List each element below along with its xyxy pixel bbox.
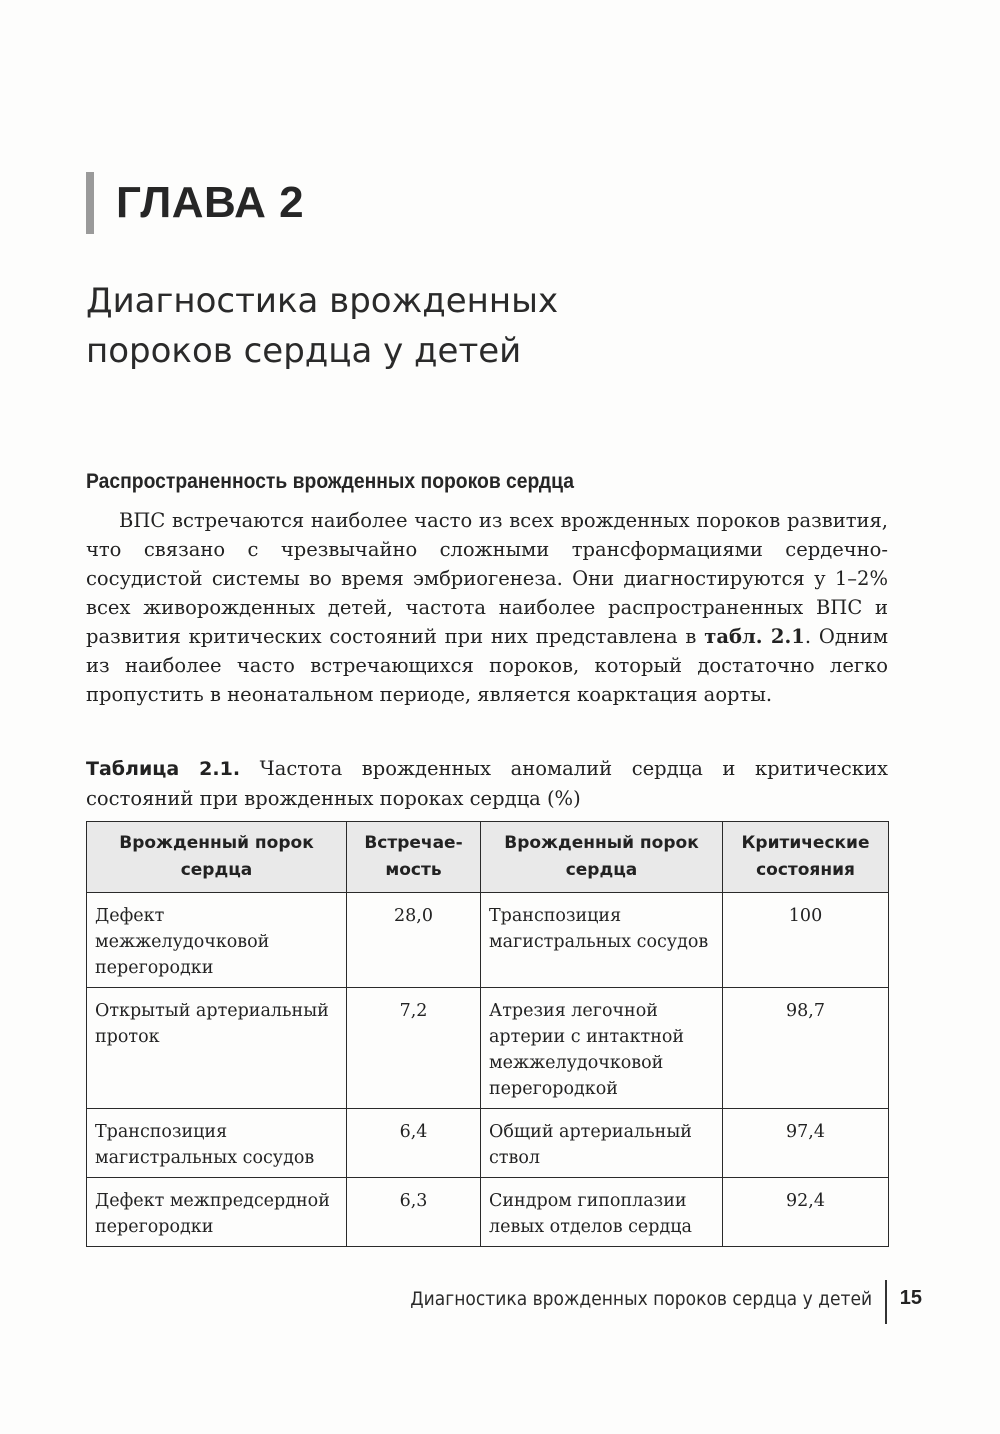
column-header: Критические состояния: [723, 822, 889, 893]
table-cell: Открытый артериальный проток: [87, 988, 347, 1109]
table-cell: Синдром гипоплазии левых отделов сердца: [481, 1178, 723, 1247]
table-cell: 97,4: [723, 1109, 889, 1178]
column-header: Врожденный порок сердца: [87, 822, 347, 893]
table-caption: [86, 754, 888, 813]
table-cell: Транспозиция магистральных сосудов: [481, 893, 723, 988]
table-caption-label: Таблица 2.1.: [86, 758, 241, 780]
table-cell: 6,4: [347, 1109, 481, 1178]
table-cell: Атрезия легочной артерии с интактной межжелудочковой перегородкой: [481, 988, 723, 1109]
table-cell: 6,3: [347, 1178, 481, 1247]
chapter-title-line-2: пороков сердца у детей: [86, 331, 522, 371]
chapter-title-line-1: Диагностика врожденных: [86, 281, 559, 321]
chapter-accent-bar: [86, 172, 94, 234]
running-title: Диагностика врожденных пороков сердца у детей: [410, 1288, 872, 1310]
column-header: Врожденный порок сердца: [481, 822, 723, 893]
paragraph-text-after: . Одним из наиболее часто встречающихся пороков, который достаточно легко пропустить в неонатальном периоде, является коарктация аорты.: [86, 625, 888, 706]
column-header: Встречае-мость: [347, 822, 481, 893]
table-cell: 98,7: [723, 988, 889, 1109]
table-reference: табл. 2.1: [704, 625, 805, 648]
chapter-label: ГЛАВА 2: [116, 178, 305, 227]
table-cell: 7,2: [347, 988, 481, 1109]
table-cell: 28,0: [347, 893, 481, 988]
table-cell: 92,4: [723, 1178, 889, 1247]
page-number: 15: [899, 1287, 922, 1309]
chapter-header: [86, 172, 304, 234]
table-row: [87, 893, 889, 988]
page-footer: [300, 1280, 924, 1324]
table-cell: Дефект межжелудочковой перегородки: [87, 893, 347, 988]
table-row: [87, 1109, 889, 1178]
paragraph-text-before: ВПС встречаются наиболее часто из всех врожденных пороков развития, что связано с чрезвычайно сложными трансформациями сердечно-сосудистой системы во время эмбриогенеза. Они диагностируются у 1–2% всех живорожденных детей, частота наиболее распространенных ВПС и развития критических состояний при них представлена в: [86, 509, 888, 648]
data-table: [86, 821, 889, 1247]
footer-divider: [885, 1280, 887, 1324]
chapter-title: [86, 276, 886, 376]
section-heading: Распространенность врожденных пороков сердца: [86, 470, 575, 493]
table-cell: Общий артериальный ствол: [481, 1109, 723, 1178]
table-cell: 100: [723, 893, 889, 988]
body-paragraph: [86, 506, 888, 709]
table-header-row: [87, 822, 889, 893]
table-cell: Дефект межпредсердной перегородки: [87, 1178, 347, 1247]
table-caption-text: Частота врожденных аномалий сердца и критических состояний при врожденных пороках сердца (%): [86, 757, 888, 810]
table-row: [87, 988, 889, 1109]
table-row: [87, 1178, 889, 1247]
table-cell: Транспозиция магистральных сосудов: [87, 1109, 347, 1178]
